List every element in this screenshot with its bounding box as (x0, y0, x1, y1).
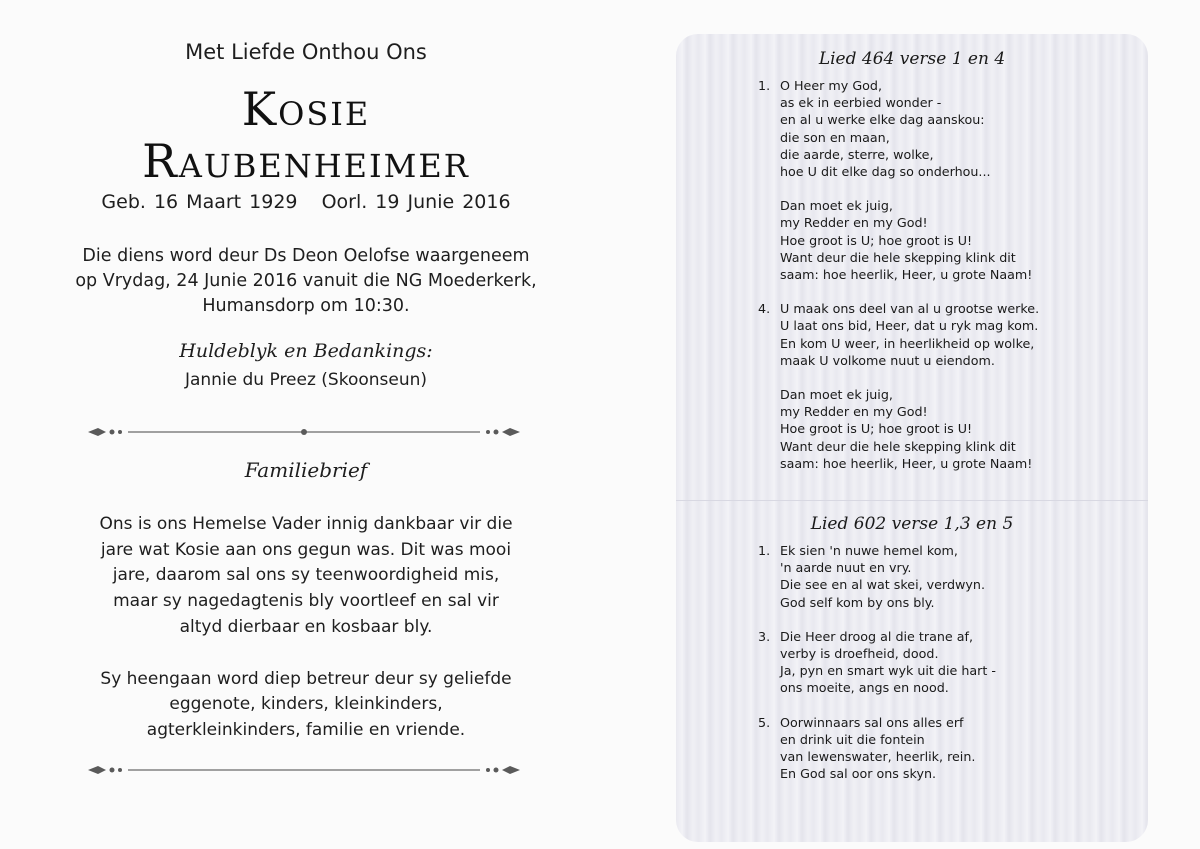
service-line: Die diens word deur Ds Deon Oelofse waargeneem (82, 246, 530, 266)
verse-line: verby is droefheid, dood. (780, 646, 939, 662)
verse-line: En kom U weer, in heerlikheid op wolke, (780, 335, 1035, 351)
verse-line: Ek sien 'n nuwe hemel kom, (780, 543, 958, 558)
verse-number: 1. (758, 543, 771, 558)
chorus (758, 197, 1138, 283)
chorus-line: Hoe groot is U; hoe groot is U! (780, 232, 973, 248)
verse-line: U laat ons bid, Heer, dat u ryk mag kom. (780, 318, 1039, 334)
chorus-line: Hoe groot is U; hoe groot is U! (780, 421, 973, 437)
death-date: Oorl. 19 Junie 2016 (321, 191, 511, 213)
chorus-line: Want deur die hele skepping klink dit (780, 249, 1016, 265)
verse-number: 4. (758, 301, 771, 317)
ornament-divider (88, 762, 520, 778)
chorus-line: saam: hoe heerlik, Heer, u grote Naam! (780, 455, 1033, 471)
hymn-verses (758, 542, 1138, 799)
hymn-panel (676, 34, 1148, 842)
surname: Raubenheimer (142, 134, 470, 188)
verse-line: en drink uit die fontein (780, 731, 925, 747)
hymn-verses (758, 77, 1138, 489)
hymn-title: Lied 602 verse 1,3 en 5 (810, 514, 1014, 534)
verse-line: Die Heer droog al die trane af, (780, 628, 974, 644)
verse (758, 300, 1138, 369)
tribute-name: Jannie du Preez (Skoonseun) (184, 370, 428, 390)
verse-line: die aarde, sterre, wolke, (780, 146, 934, 162)
verse (758, 542, 1138, 611)
verse-line: maak U volkome nuut u eiendom. (780, 352, 995, 368)
verse-line: God self kom by ons bly. (780, 594, 935, 610)
verse (758, 714, 1138, 783)
birth-date: Geb. 16 Maart 1929 (101, 191, 298, 213)
ornament-divider (88, 424, 520, 440)
verse-line: U maak ons deel van al u grootse werke. (780, 301, 1040, 317)
letter-paragraph: Ons is ons Hemelse Vader innig dankbaar vir die jare wat Kosie aan ons gegun was. Dit was mooi jare, daarom sal ons sy teenwoordigheid mis, maar sy nagedagtenis bly voortleef en sal vir altyd dierbaar en kosbaar bly. (99, 514, 513, 637)
verse-line: Die see en al wat skei, verdwyn. (780, 577, 985, 593)
chorus-line: my Redder en my God! (780, 404, 928, 420)
service-line: Humansdorp om 10:30. (202, 296, 410, 316)
chorus-line: Dan moet ek juig, (780, 198, 893, 214)
verse-line: die son en maan, (780, 129, 890, 145)
chorus-line: Want deur die hele skepping klink dit (780, 438, 1016, 454)
family-letter-heading: Familiebrief (244, 458, 368, 482)
verse-line: Oorwinnaars sal ons alles erf (780, 714, 964, 730)
chorus-line: Dan moet ek juig, (780, 387, 893, 403)
verse-line: hoe U dit elke dag so onderhou... (780, 164, 991, 180)
verse-line: as ek in eerbied wonder - (780, 95, 942, 111)
verse (758, 628, 1138, 697)
service-line: op Vrydag, 24 Junie 2016 vanuit die NG Moederkerk, (75, 271, 537, 291)
chorus-line: my Redder en my God! (780, 215, 928, 231)
panel-divider (676, 500, 1148, 501)
chorus-line: saam: hoe heerlik, Heer, u grote Naam! (780, 267, 1033, 283)
verse (758, 77, 1138, 180)
letter-paragraph: Sy heengaan word diep betreur deur sy geliefde eggenote, kinders, kleinkinders, agterkleinkinders, familie en vriende. (100, 668, 512, 740)
verse-line: Ja, pyn en smart wyk uit die hart - (780, 663, 996, 679)
hymn-title: Lied 464 verse 1 en 4 (818, 49, 1006, 69)
chorus (758, 386, 1138, 472)
verse-number: 5. (758, 714, 771, 730)
verse-line: O Heer my God, (780, 78, 883, 93)
verse-line: en al u werke elke dag aanskou: (780, 112, 985, 128)
verse-line: En God sal oor ons skyn. (780, 766, 937, 782)
verse-line: 'n aarde nuut en vry. (780, 560, 912, 576)
verse-number: 3. (758, 628, 771, 644)
verse-number: 1. (758, 78, 771, 93)
tribute-heading: Huldeblyk en Bedankings: (179, 340, 433, 362)
dates-line (0, 191, 612, 213)
service-details (0, 244, 612, 319)
first-name: Kosie (241, 82, 371, 136)
family-letter (98, 512, 514, 770)
verse-line: van lewenswater, heerlik, rein. (780, 749, 976, 765)
intro-line: Met Liefde Onthou Ons (185, 40, 427, 64)
verse-line: ons moeite, angs en nood. (780, 680, 949, 696)
